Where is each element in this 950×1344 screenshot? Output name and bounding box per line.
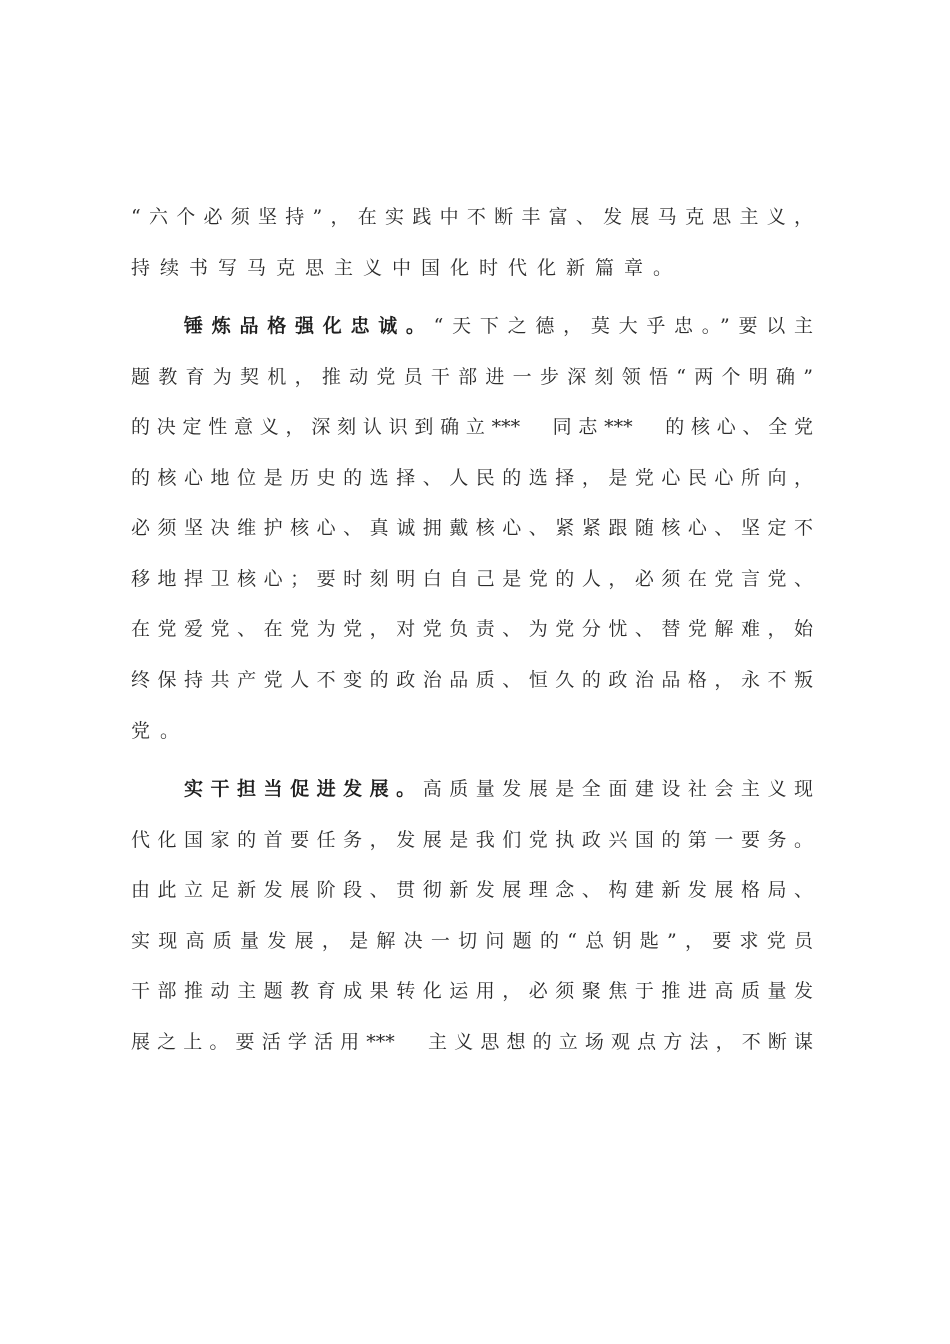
text-line: “六个必须坚持”，在实践中不断丰富、发展马克思主义， — [131, 206, 813, 228]
text-line: 的决定性意义，深刻认识到确立*** 同志*** 的核心、全党 — [131, 416, 813, 438]
text-line: 终保持共产党人不变的政治品质、恒久的政治品格，永不叛 — [131, 669, 813, 691]
text-line: 展之上。要活学活用*** 主义思想的立场观点方法，不断谋 — [131, 1031, 813, 1053]
paragraph-first-line — [131, 311, 813, 341]
text-line: 在党爱党、在党为党，对党负责、为党分忧、替党解难，始 — [131, 618, 813, 640]
text-line: 党。 — [131, 720, 190, 742]
text-run: “天下之德，莫大乎忠。”要以主 — [433, 315, 813, 337]
text-line: 的核心地位是历史的选择、人民的选择，是党心民心所向， — [131, 467, 813, 489]
paragraph-heading: 实干担当促进发展。 — [184, 778, 423, 800]
text-line: 实现高质量发展，是解决一切问题的“总钥匙”，要求党员 — [131, 930, 813, 952]
paragraph-first-line — [131, 774, 813, 804]
text-line: 必须坚决维护核心、真诚拥戴核心、紧紧跟随核心、坚定不 — [131, 517, 813, 539]
text-line: 移地捍卫核心；要时刻明白自己是党的人，必须在党言党、 — [131, 568, 813, 590]
text-line: 持续书写马克思主义中国化时代化新篇章。 — [131, 257, 683, 279]
text-line: 由此立足新发展阶段、贯彻新发展理念、构建新发展格局、 — [131, 879, 813, 901]
text-line: 题教育为契机，推动党员干部进一步深刻领悟“两个明确” — [131, 366, 813, 388]
text-run: 高质量发展是全面建设社会主义现 — [422, 778, 813, 800]
paragraph-heading: 锤炼品格强化忠诚。 — [184, 315, 434, 337]
text-line: 干部推动主题教育成果转化运用，必须聚焦于推进高质量发 — [131, 980, 813, 1002]
text-line: 代化国家的首要任务，发展是我们党执政兴国的第一要务。 — [131, 829, 813, 851]
